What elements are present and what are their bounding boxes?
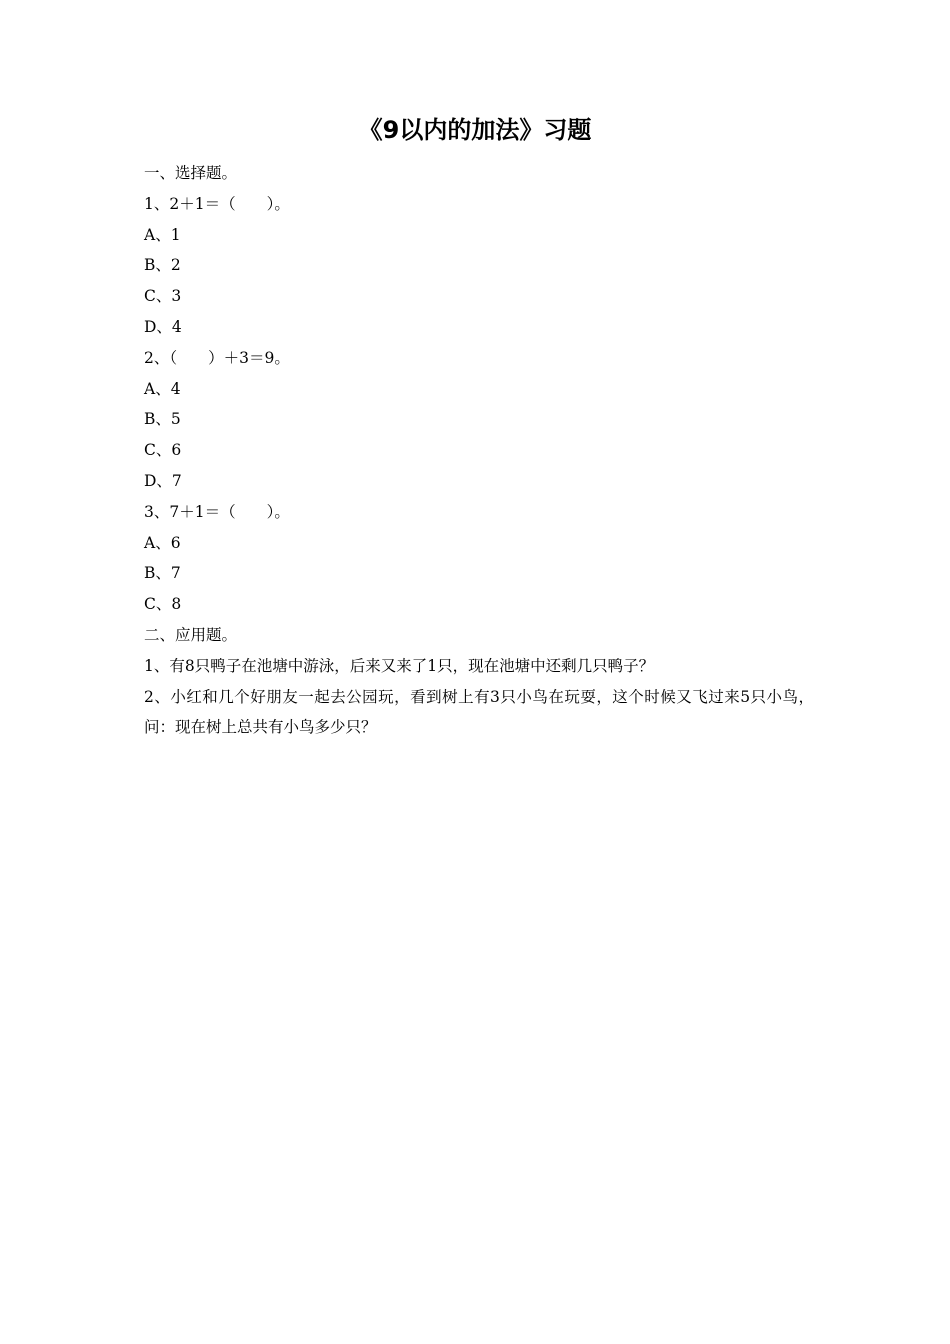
application-problem: 1、有8只鸭子在池塘中游泳，后来又来了1只，现在池塘中还剩几只鸭子？ [144, 656, 655, 675]
question-stem: 3、7＋1＝（ ）。 [144, 502, 290, 521]
section-heading-choice: 一、选择题。 [144, 164, 238, 182]
question-option: A、1 [144, 225, 181, 244]
question-option: B、5 [144, 410, 181, 429]
question-option: C、8 [144, 595, 182, 614]
question-stem: 1、2＋1＝（ ）。 [144, 194, 290, 213]
question-option: B、7 [144, 564, 181, 583]
question-option: C、3 [144, 287, 182, 306]
question-option: D、7 [144, 471, 182, 490]
question-option: C、6 [144, 441, 182, 460]
question-option: B、2 [144, 256, 181, 275]
application-problem: 2、小红和几个好朋友一起去公园玩，看到树上有3只小鸟在玩耍，这个时候又飞过来5只小鸟，问：现在树上总共有小鸟多少只？ [144, 687, 814, 737]
document-body [144, 158, 814, 743]
section-heading-application: 二、应用题。 [144, 625, 238, 644]
question-option: A、6 [144, 533, 181, 552]
question-stem: 2、（ ）＋3＝9。 [144, 348, 290, 367]
question-option: A、4 [144, 379, 181, 398]
page-title: 《9以内的加法》习题 [358, 116, 592, 144]
question-option: D、4 [144, 317, 182, 336]
